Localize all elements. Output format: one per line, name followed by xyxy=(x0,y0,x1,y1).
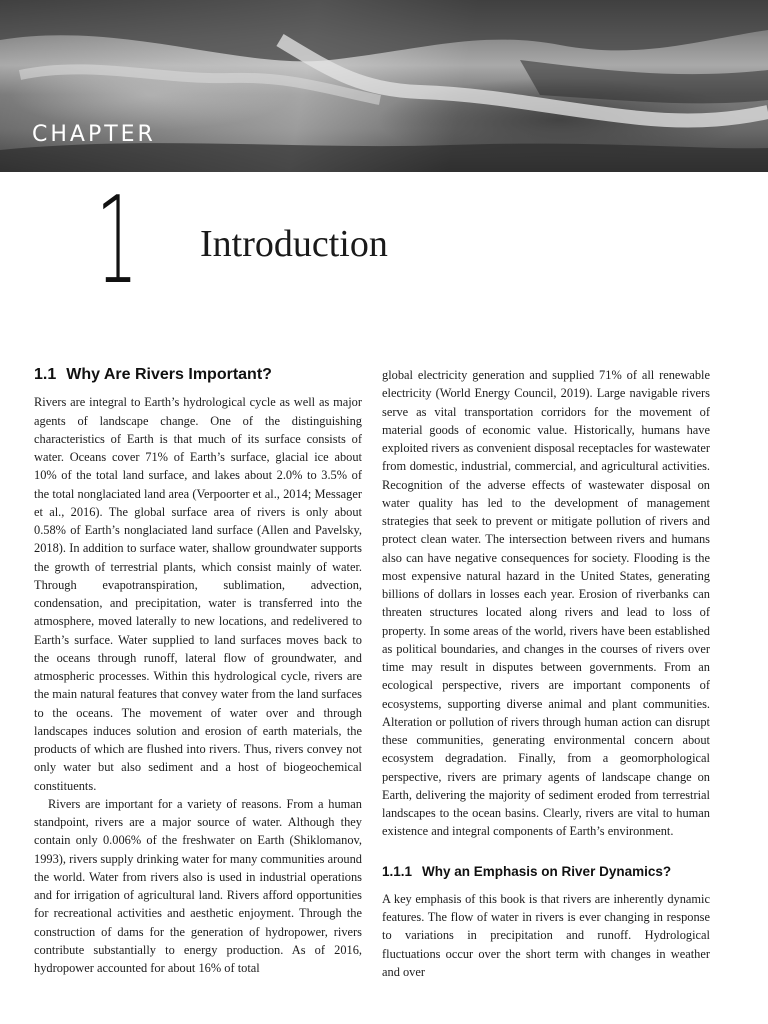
body-paragraph: A key emphasis of this book is that rivers are inherently dynamic features. The flow of water in rivers is ever changing in response to variations in precipitation and runoff. Hydrological fluctuations occur over the short term with changes in weather and over xyxy=(382,891,710,979)
left-column xyxy=(34,366,362,977)
subsection-heading xyxy=(382,863,710,881)
chapter-number: 1 xyxy=(96,172,138,311)
body-paragraph: Rivers are integral to Earth’s hydrological cycle as well as major agents of landscape change. One of the distinguishing characteristics of Earth is that much of its surface consists of water. Oceans cover 71% of Earth’s surface, glacial ice about 10% of the total land surface, and lakes about 2.0% to 3.5% of the total nonglaciated land area (Verpoorter et al., 2014; Messager et al., 2016). The global surface area of rivers is only about 0.58% of Earth’s nonglaciated land surface (Allen and Pavelsky, 2018). In addition to surface water, shallow groundwater supports the growth of terrestrial plants, which consist mainly of water. Through evapotranspiration, sublimation, advection, condensation, and precipitation, water is transferred into the atmosphere, moved laterally to new locations, and redelivered to Earth’s surface. Water supplied to land surfaces moves back to the oceans through runoff, lateral flow of groundwater, and atmospheric processes. Within this hydrological cycle, rivers are the main natural features that convey water from the land surfaces to the oceans. The movement of water over and through landscapes induces solution and erosion of earth materials, the products of which are flushed into rivers. Thus, rivers convey not only water but also sediment and a host of biogeochemical constituents. xyxy=(34,395,362,793)
body-paragraph: Rivers are important for a variety of reasons. From a human standpoint, rivers are a major source of water. Although they contain only 0.006% of the freshwater on Earth (Shiklomanov, 1993), rivers supply drinking water for many communities around the world. Water from rivers also is used in industrial operations and for irrigation of agricultural land. Rivers afford opportunities for recreational activities and aesthetic enjoyment. Through the construction of dams for the generation of hydropower, rivers contribute substantially to energy production. As of 2016, hydropower accounted for about 16% of total xyxy=(34,796,362,975)
subsection-title: Why an Emphasis on River Dynamics? xyxy=(422,863,672,879)
subsection-number: 1.1.1 xyxy=(382,863,413,879)
chapter-banner-photo xyxy=(0,0,768,172)
chapter-title: Introduction xyxy=(200,223,388,265)
section-title: Why Are Rivers Important? xyxy=(66,366,272,383)
section-number: 1.1 xyxy=(34,366,57,383)
chapter-label: CHAPTER xyxy=(32,122,156,147)
body-paragraph: global electricity generation and supplied 71% of all renewable electricity (World Energy Council, 2019). Large navigable rivers serve as vital transportation corridors for the movement of material goods of economic value. Historically, humans have exploited rivers as convenient disposal receptacles for wastewater from domestic, industrial, commercial, and agricultural activities. Recognition of the adverse effects of wastewater disposal on water quality has led to the development of management strategies that seek to prevent or mitigate pollution of rivers and protect clean water. The intersection between rivers and humans also can have negative consequences for society. Flooding is the most expensive natural hazard in the United States, generating billions of dollars in losses each year. Erosion of riverbanks can threaten structures located along rivers and lead to loss of property. In some areas of the world, rivers have been established as political boundaries, and changes in the courses of rivers over time may result in disputes between governments. From an ecological perspective, rivers are important components of ecosystems, supporting diverse animal and plant communities. Alteration or pollution of rivers through human action can disrupt these communities, generating environmental concern about ecosystem degradation. Finally, from a geomorphological perspective, rivers are primary agents of landscape change on Earth, delivering the majority of sediment eroded from terrestrial landscapes to the ocean basins. Clearly, rivers are vital to human existence and integral components of Earth’s environment. xyxy=(382,368,710,839)
right-column xyxy=(382,366,710,981)
section-heading xyxy=(34,366,362,384)
